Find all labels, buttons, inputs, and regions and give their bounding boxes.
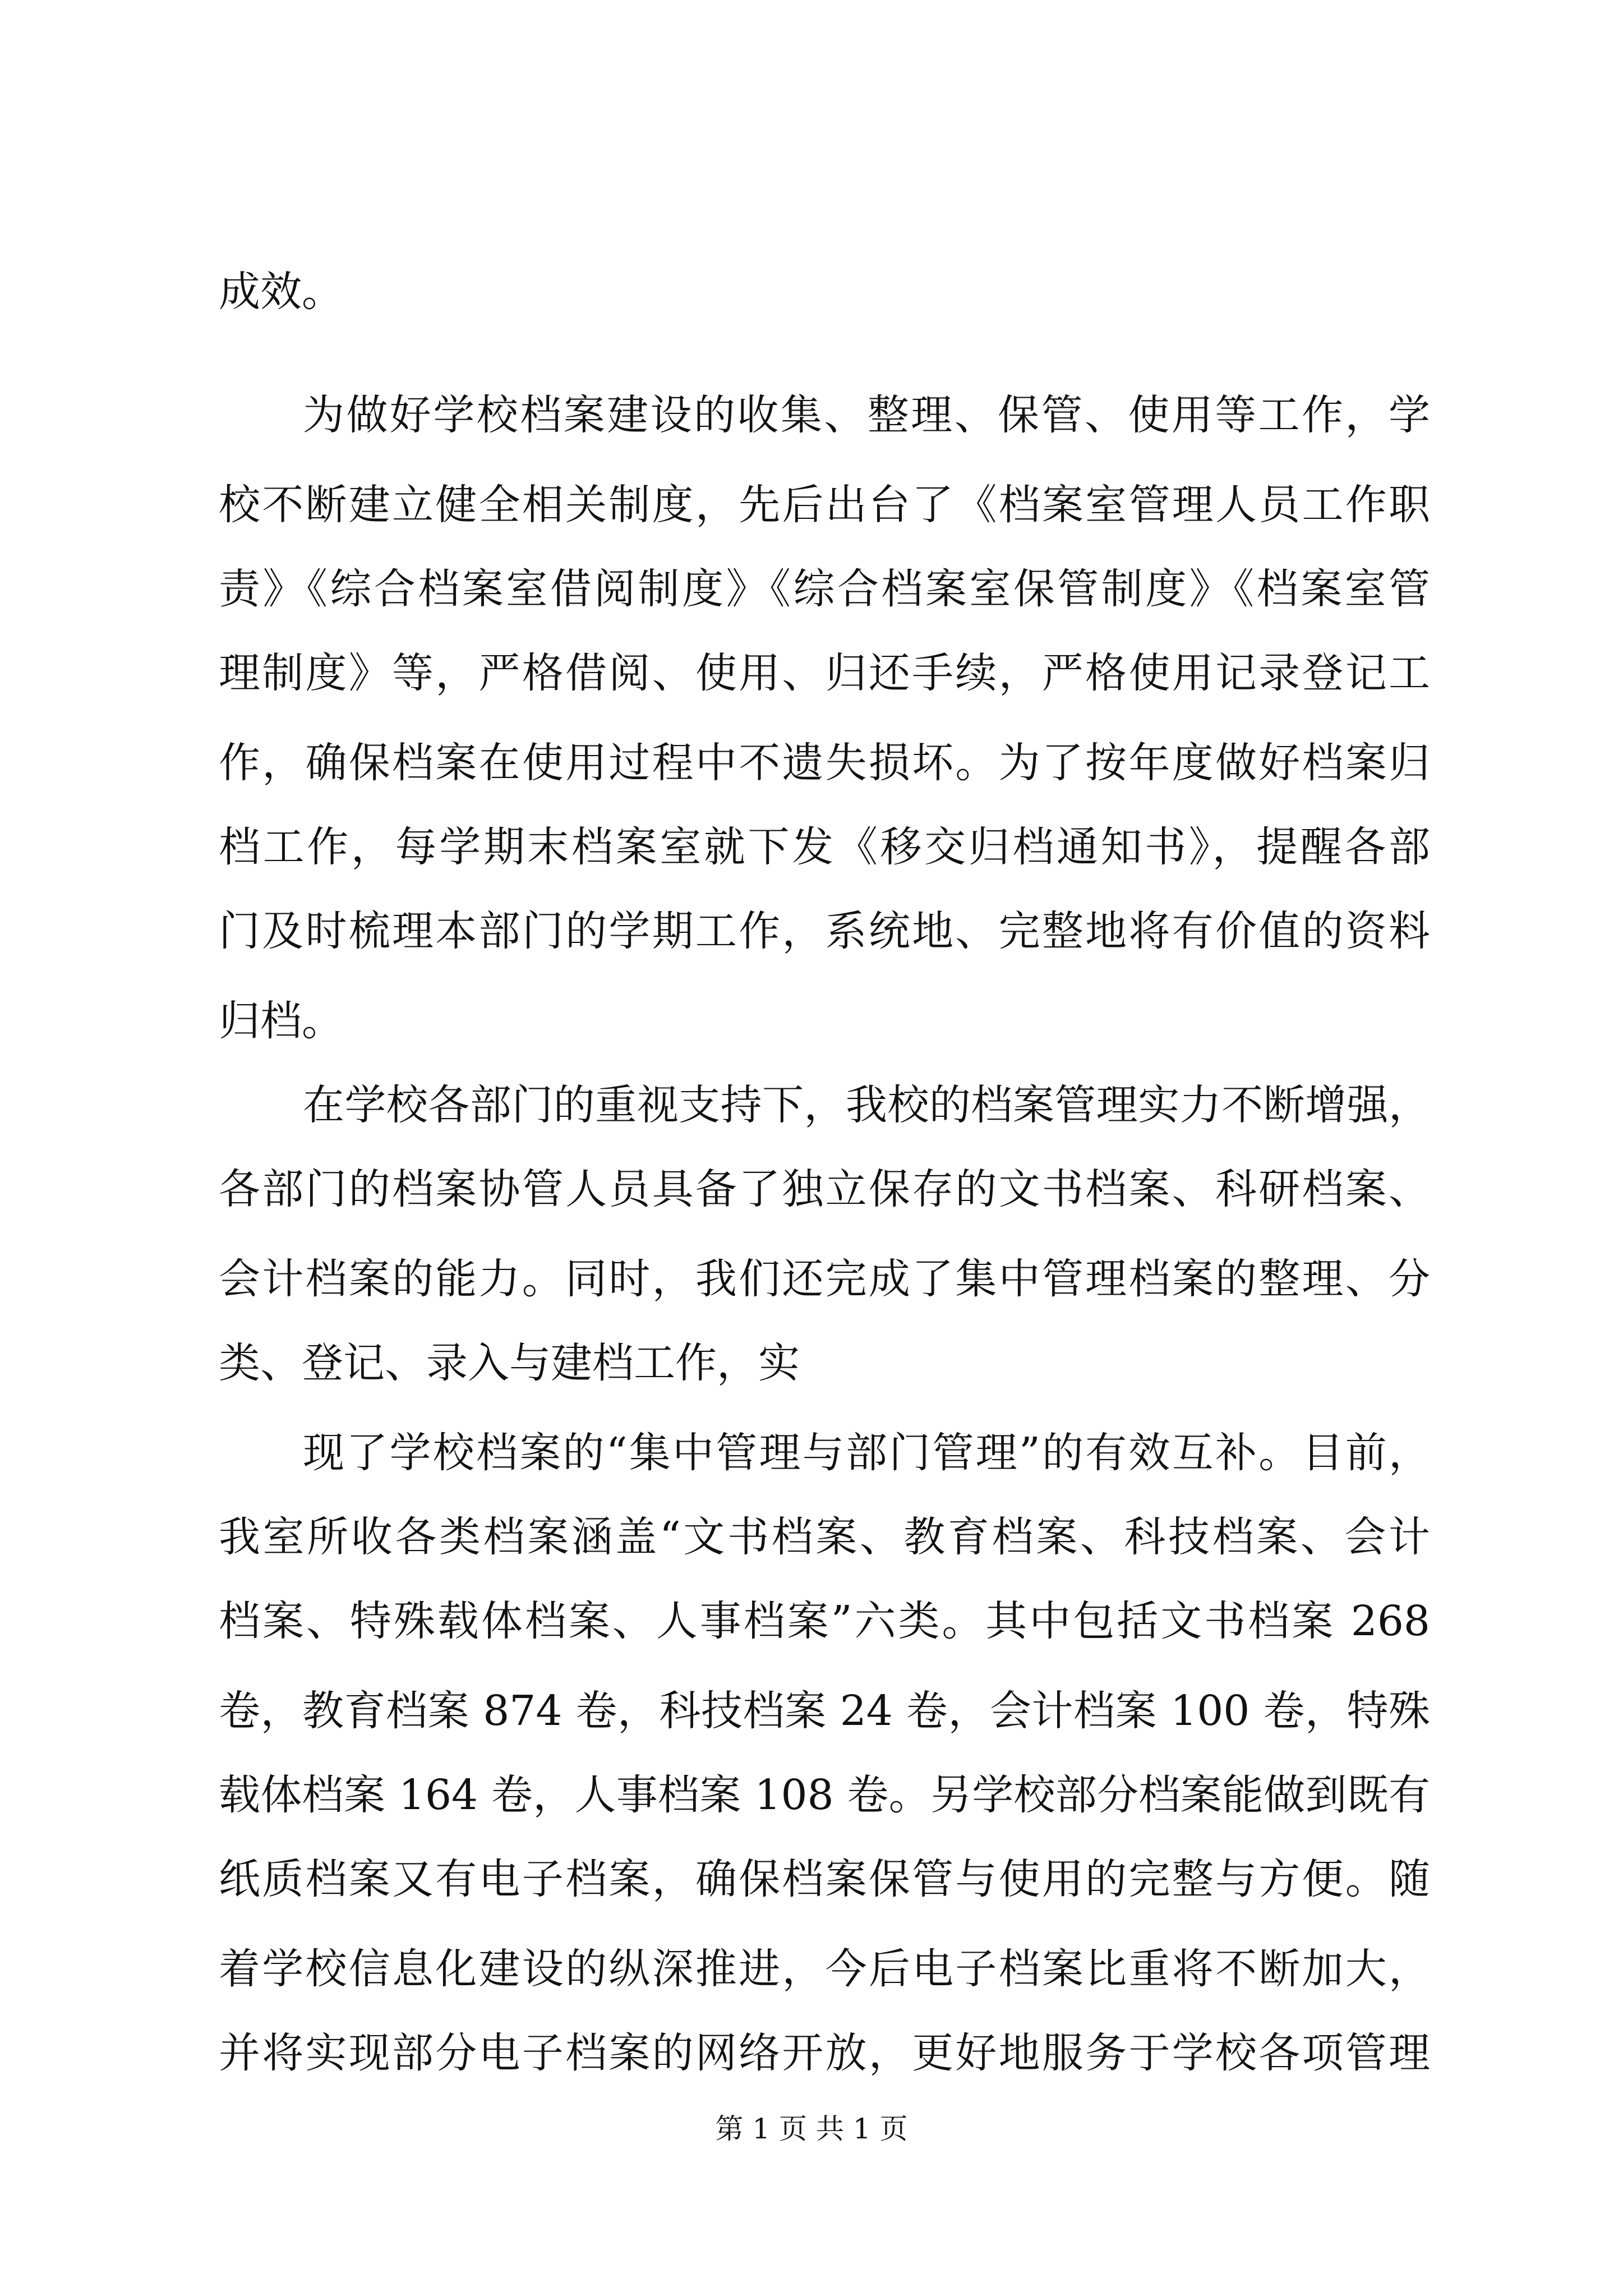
text-line: 并将实现部分电子档案的网络开放，更好地服务于学校各项管理 bbox=[219, 2029, 1430, 2077]
text-line: 会计档案的能力。同时，我们还完成了集中管理档案的整理、分 bbox=[219, 1255, 1430, 1303]
text-line: 各部门的档案协管人员具备了独立保存的文书档案、科研档案、 bbox=[219, 1165, 1430, 1213]
text-line: 校不断建立健全相关制度，先后出台了《档案室管理人员工作职 bbox=[219, 481, 1430, 529]
text-line: 在学校各部门的重视支持下，我校的档案管理实力不断增强， bbox=[303, 1081, 1430, 1129]
text-line: 门及时梳理本部门的学期工作，系统地、完整地将有价值的资料 bbox=[219, 907, 1430, 955]
text-line: 归档。 bbox=[219, 997, 343, 1045]
text-line: 档工作，每学期末档案室就下发《移交归档通知书》，提醒各部 bbox=[219, 823, 1430, 871]
text-line: 载体档案 164 卷，人事档案 108 卷。另学校部分档案能做到既有 bbox=[219, 1771, 1430, 1819]
text-line: 我室所收各类档案涵盖“文书档案、教育档案、科技档案、会计 bbox=[219, 1513, 1430, 1561]
text-line: 卷，教育档案 874 卷，科技档案 24 卷，会计档案 100 卷，特殊 bbox=[219, 1687, 1430, 1735]
text-line: 责》《综合档案室借阅制度》《综合档案室保管制度》《档案室管 bbox=[219, 565, 1430, 613]
text-line: 成效。 bbox=[219, 268, 343, 316]
text-line: 理制度》等，严格借阅、使用、归还手续，严格使用记录登记工 bbox=[219, 649, 1430, 697]
text-line: 为做好学校档案建设的收集、整理、保管、使用等工作，学 bbox=[303, 391, 1430, 439]
text-line: 纸质档案又有电子档案，确保档案保管与使用的完整与方便。随 bbox=[219, 1855, 1430, 1903]
text-line: 作，确保档案在使用过程中不遗失损坏。为了按年度做好档案归 bbox=[219, 739, 1430, 787]
page-footer: 第 1 页 共 1 页 bbox=[715, 2113, 908, 2145]
text-line: 现了学校档案的“集中管理与部门管理”的有效互补。目前， bbox=[303, 1429, 1430, 1477]
text-line: 类、登记、录入与建档工作，实 bbox=[219, 1339, 800, 1387]
text-line: 着学校信息化建设的纵深推进，今后电子档案比重将不断加大， bbox=[219, 1945, 1430, 1993]
text-line: 档案、特殊载体档案、人事档案”六类。其中包括文书档案 268 bbox=[219, 1597, 1430, 1645]
